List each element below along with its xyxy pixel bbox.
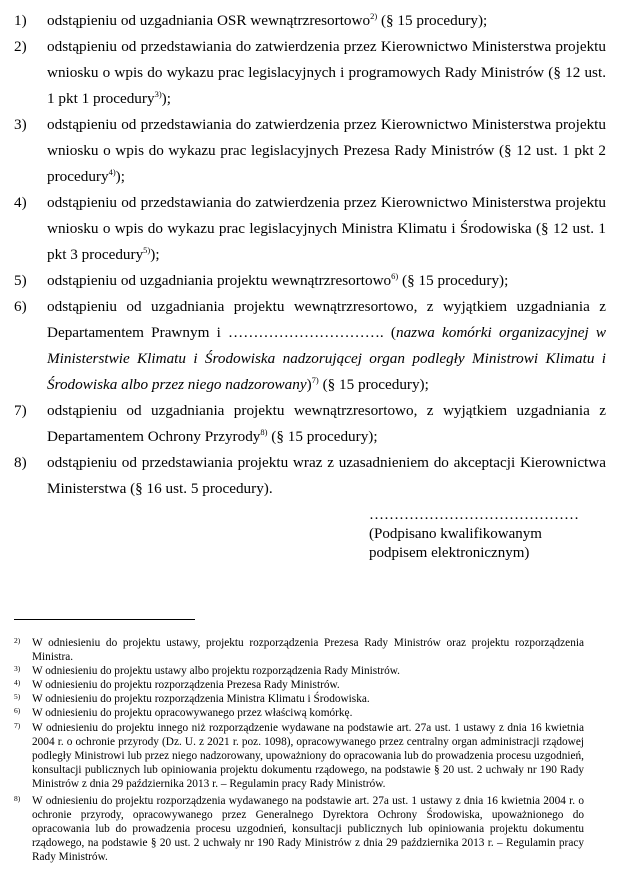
footnote-ref: 5) xyxy=(143,244,151,255)
footnote-ref: 4) xyxy=(108,166,116,177)
list-item-text-end: ); xyxy=(115,168,125,185)
list-item-number: 8) xyxy=(14,454,27,471)
list-item xyxy=(14,294,606,398)
list-item-text-end: (§ 15 procedury); xyxy=(398,272,509,289)
list-item-text: odstąpieniu od uzgadniania projektu wewnątrzresortowo, z wyjątkiem uzgadniania z Departamentem Prawnym i …………………………. ( xyxy=(47,298,606,341)
footnote xyxy=(14,678,584,692)
list-item-text-end: (§ 15 procedury); xyxy=(318,376,429,393)
footnote-number: 7) xyxy=(14,720,21,730)
signature-line-1: (Podpisano kwalifikowanym xyxy=(369,526,542,542)
list-item-number: 3) xyxy=(14,116,27,133)
footnote-text: W odniesieniu do projektu opracowywanego przez właściwą komórkę. xyxy=(32,707,353,720)
footnote-number: 3) xyxy=(14,664,21,674)
footnote-text: W odniesieniu do projektu rozporządzenia Prezesa Rady Ministrów. xyxy=(32,679,340,692)
footnote-ref: 6) xyxy=(391,270,399,281)
footnote-number: 6) xyxy=(14,706,21,716)
list-item-text-end: ); xyxy=(161,90,171,107)
numbered-list xyxy=(14,8,606,502)
list-item-text: odstąpieniu od uzgadniania projektu wewnątrzresortowo, z wyjątkiem uzgadniania z Departamentem Ochrony Przyrody xyxy=(47,402,606,445)
footnote-text: W odniesieniu do projektu innego niż rozporządzenie wydawane na podstawie art. 27a ust. 1 ustawy z dnia 16 kwietnia 2004 r. o ochronie przyrody (Dz. U. z 2021 r. poz. 1098), opracowywanego przez centralny organ administracji rządowej podległy Ministrowi lub przez niego nadzorowany, upoważniony do opracowania lub do prowadzenia procesu uzgodnień, konsultacji publicznych lub opiniowania projektu dokumentu rządowego, na podstawie § 20 ust. 2 uchwały nr 190 Rady Ministrów z dnia 29 października 2013 r. – Regulamin pracy Rady Ministrów. xyxy=(32,721,584,790)
footnote-number: 2) xyxy=(14,636,21,645)
list-item-number: 1) xyxy=(14,12,27,29)
list-item-text-end: ); xyxy=(150,246,160,263)
list-item-text: odstąpieniu od uzgadniania projektu wewnątrzresortowo xyxy=(47,272,392,289)
footnote-text: W odniesieniu do projektu rozporządzenia Ministra Klimatu i Środowiska. xyxy=(32,693,370,706)
footnote xyxy=(14,706,584,720)
list-item-text-end: (§ 15 procedury); xyxy=(377,12,488,29)
footnote-number: 8) xyxy=(14,794,21,804)
list-item xyxy=(14,112,606,190)
footnote-ref: 8) xyxy=(260,426,268,437)
list-item xyxy=(14,398,606,450)
footnote-ref: 7) xyxy=(311,374,319,385)
list-item-number: 7) xyxy=(14,402,27,419)
footnote xyxy=(14,721,584,791)
list-item-text: odstąpieniu od uzgadniania OSR wewnątrzresortowo xyxy=(47,12,371,29)
list-item xyxy=(14,450,606,502)
footnote-text: W odniesieniu do projektu ustawy albo projektu rozporządzenia Rady Ministrów. xyxy=(32,665,401,678)
signature-block xyxy=(369,506,579,563)
list-item xyxy=(14,34,606,112)
list-item-number: 2) xyxy=(14,38,27,55)
footnote-ref: 2) xyxy=(370,10,378,21)
footnote xyxy=(14,636,584,664)
footnote-number: 4) xyxy=(14,678,21,688)
list-item-text: odstąpieniu od przedstawiania do zatwierdzenia przez Kierownictwo Ministerstwa projektu wniosku o wpis do wykazu prac legislacyjnych Prezesa Rady Ministrów (§ 12 ust. 1 pkt 2 procedury xyxy=(47,116,606,185)
list-item-number: 4) xyxy=(14,194,27,211)
signature-line-2: podpisem elektronicznym) xyxy=(369,545,530,561)
list-item xyxy=(14,190,606,268)
footnote-separator xyxy=(14,619,195,620)
footnote-text: W odniesieniu do projektu ustawy, projektu rozporządzenia Prezesa Rady Ministrów oraz projektu rozporządzenia Ministra. xyxy=(32,637,584,664)
footnotes xyxy=(14,636,584,865)
footnote xyxy=(14,692,584,706)
list-item-text: odstąpieniu od przedstawiania do zatwierdzenia przez Kierownictwo Ministerstwa projektu wniosku o wpis do wykazu prac legislacyjnych i programowych Rady Ministrów (§ 12 ust. 1 pkt 1 procedury xyxy=(47,38,606,107)
footnote xyxy=(14,664,584,678)
list-item-number: 5) xyxy=(14,272,27,289)
list-item-paren: ) xyxy=(306,376,312,393)
list-item xyxy=(14,8,606,34)
footnote-ref: 3) xyxy=(154,88,162,99)
footnote-number: 5) xyxy=(14,692,21,702)
list-item-number: 6) xyxy=(14,298,27,315)
list-item xyxy=(14,268,606,294)
footnote-text: W odniesieniu do projektu rozporządzenia wydawanego na podstawie art. 27a ust. 1 ustawy z dnia 16 kwietnia 2004 r. o ochronie przyrody, opracowywanego przez Generalnego Dyrektora Ochrony Środowiska, upoważnionego do opracowania lub do prowadzenia procesu uzgodnień, konsultacji publicznych lub opiniowania projektu dokumentu rządowego, na podstawie § 20 ust. 2 uchwały nr 190 Rady Ministrów z dnia 29 października 2013 r. – Regulamin pracy Rady Ministrów. xyxy=(32,795,584,864)
footnote xyxy=(14,794,584,864)
list-item-text-end: (§ 15 procedury); xyxy=(267,428,378,445)
list-item-text: odstąpieniu od przedstawiania projektu wraz z uzasadnieniem do akceptacji Kierownictwa Ministerstwa (§ 16 ust. 5 procedury). xyxy=(47,454,606,497)
list-item-text: odstąpieniu od przedstawiania do zatwierdzenia przez Kierownictwo Ministerstwa projektu wniosku o wpis do wykazu prac legislacyjnych Ministra Klimatu i Środowiska (§ 12 ust. 1 pkt 3 procedury xyxy=(47,194,606,263)
signature-dots: …………………………………… xyxy=(369,507,579,523)
list-item-italic-text: nazwa komórki organizacyjnej w Ministerstwie Klimatu i Środowiska nadzorującej organ podległy Ministrowi Klimatu i Środowiska albo przez niego nadzorowany xyxy=(47,324,606,393)
